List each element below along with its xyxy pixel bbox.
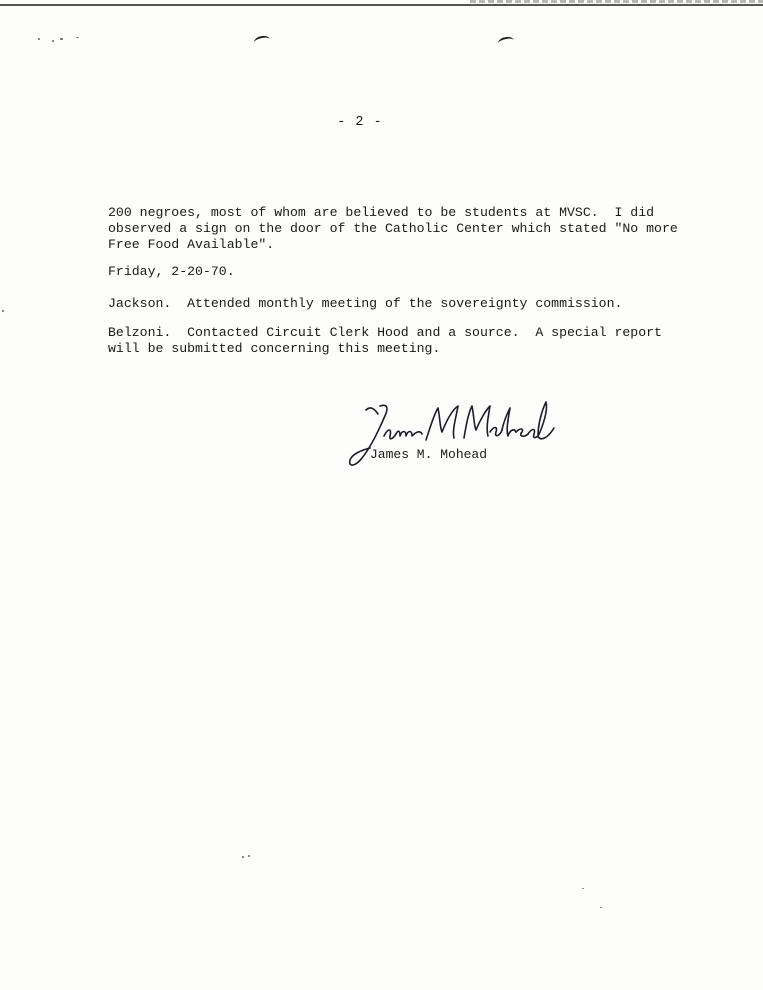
body-line: Jackson. Attended monthly meeting of the sovereignty commission. xyxy=(108,296,623,311)
signatory-name: James M. Mohead xyxy=(370,447,488,462)
page-number: - 2 - xyxy=(337,115,383,130)
top-scan-noise xyxy=(470,0,763,3)
scan-speck xyxy=(38,38,40,40)
scan-speck xyxy=(242,856,244,858)
scan-speck xyxy=(582,888,584,889)
scan-speck xyxy=(60,38,63,40)
body-line: Belzoni. Contacted Circuit Clerk Hood and a source. A special report xyxy=(108,325,662,340)
body-line: 200 negroes, most of whom are believed to be students at MVSC. I did xyxy=(108,205,655,220)
scan-speck xyxy=(2,310,4,312)
top-scan-border xyxy=(0,4,763,6)
body-line: Free Food Available". xyxy=(108,237,275,252)
binder-mark xyxy=(253,34,271,47)
scan-speck xyxy=(52,40,54,42)
binder-mark xyxy=(497,35,515,48)
scan-speck xyxy=(600,907,602,908)
body-line: will be submitted concerning this meeting. xyxy=(108,341,441,356)
body-line: observed a sign on the door of the Catholic Center which stated "No more xyxy=(108,221,678,236)
date-line: Friday, 2-20-70. xyxy=(108,264,235,279)
scan-speck xyxy=(76,37,79,38)
scan-speck xyxy=(248,855,250,857)
